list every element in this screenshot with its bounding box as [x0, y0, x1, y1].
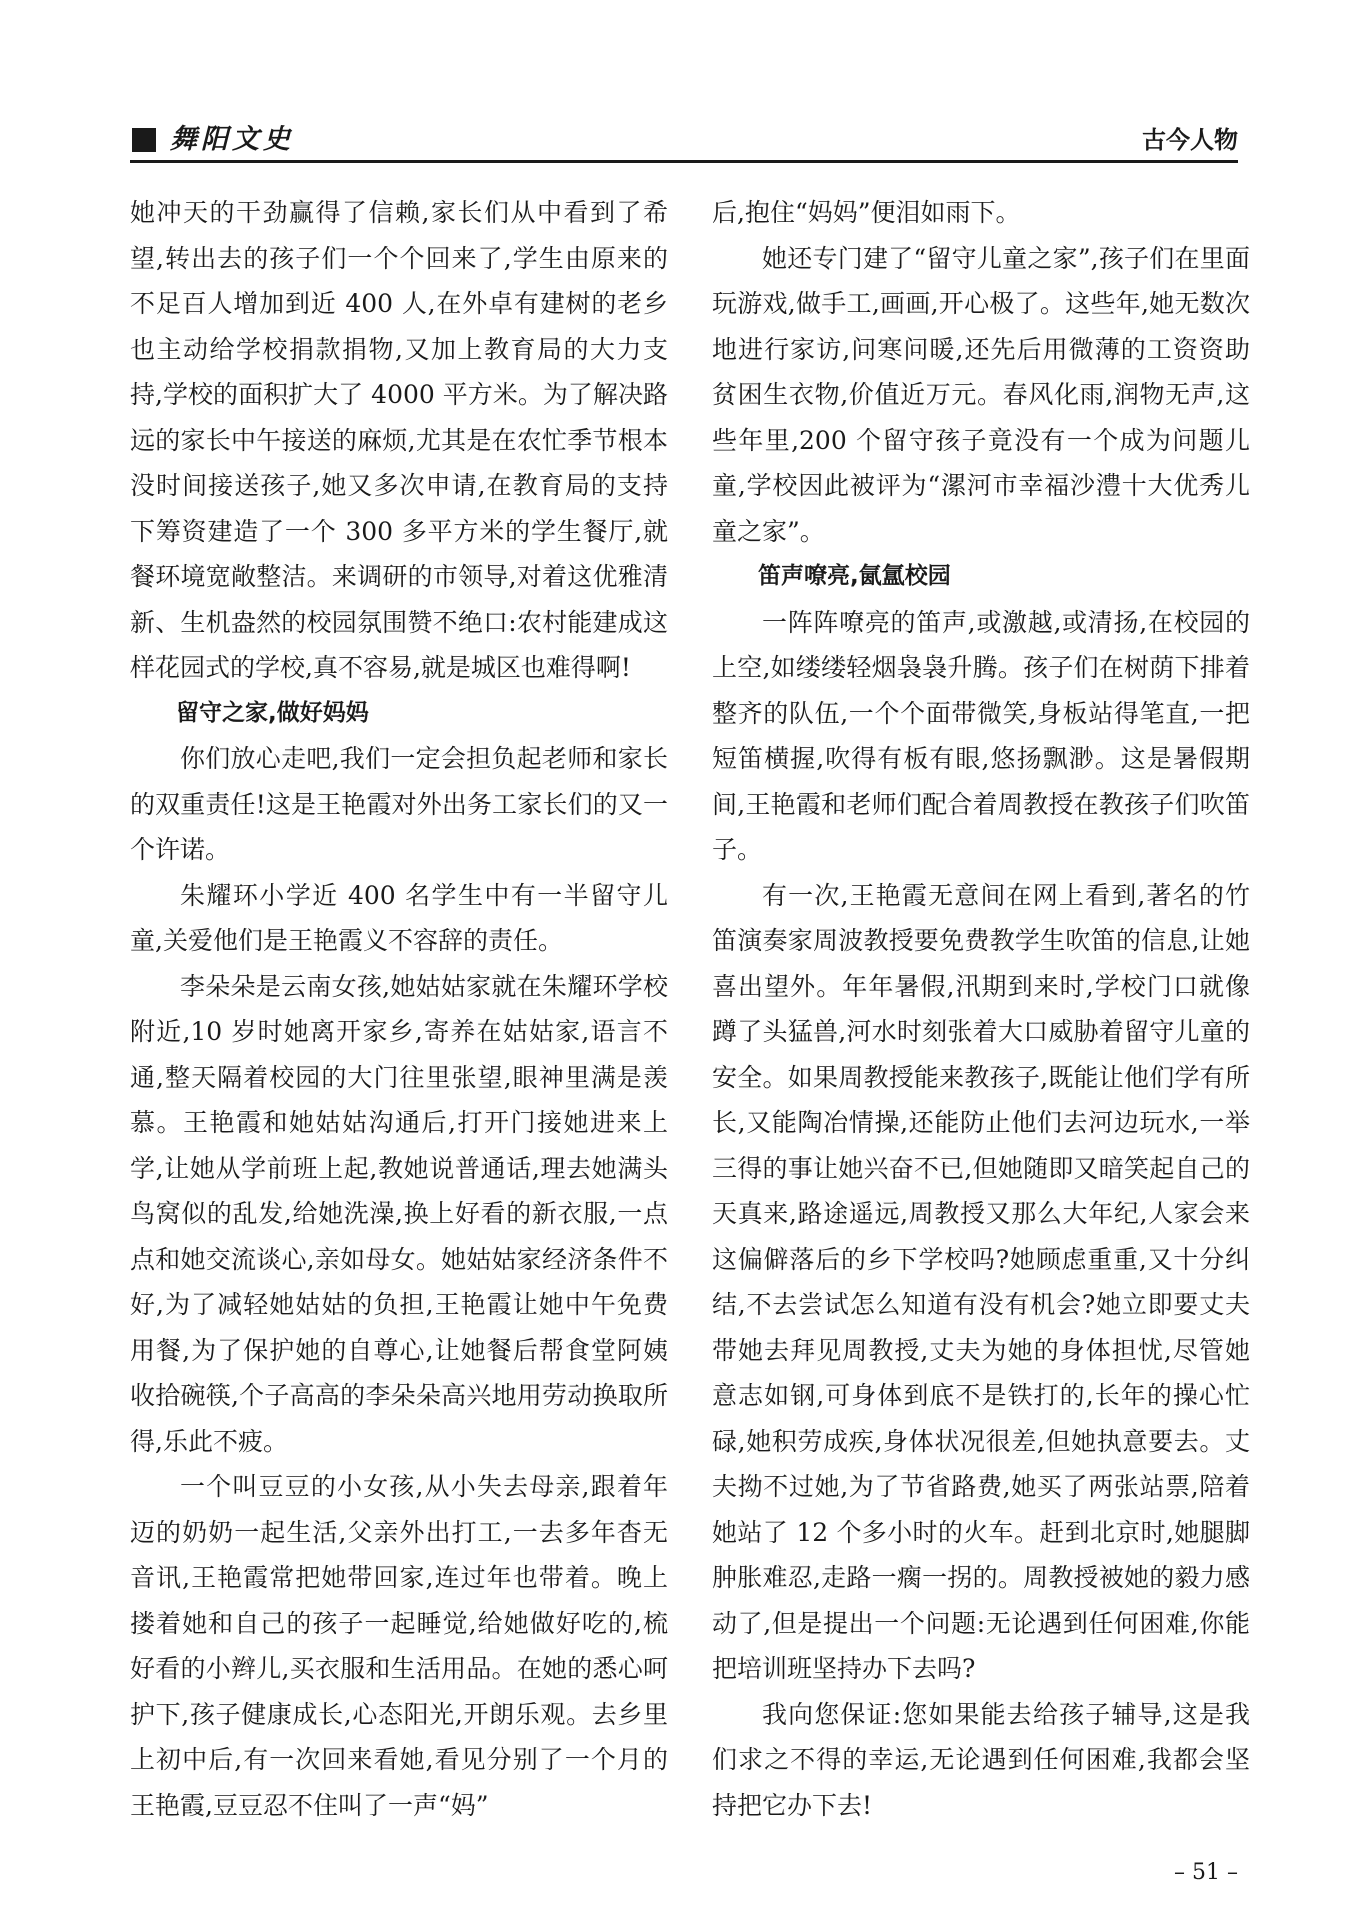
left-column: [130, 190, 668, 1828]
page-header: [130, 122, 1238, 162]
paragraph: 朱耀环小学近 400 名学生中有一半留守儿童,关爱他们是王艳霞义不容辞的责任。: [130, 880, 668, 955]
section-title: 古今人物: [1142, 126, 1238, 154]
page-number: – 51 –: [1174, 1860, 1238, 1885]
paragraph: 她冲天的干劲赢得了信赖,家长们从中看到了希望,转出去的孩子们一个个回来了,学生由原来的不足百人增加到近 400 人,在外卓有建树的老乡也主动给学校捐款捐物,又加上教育局的大力支持,学校的面积扩大了 4000 平方米。为了解决路远的家长中午接送的麻烦,尤其是在农忙季节根本没时间接送孩子,她又多次申请,在教育局的支持下筹资建造了一个 300 多平方米的学生餐厅,就餐环境宽敞整洁。来调研的市领导,对着这优雅清新、生机盎然的校园氛围赞不绝口:农村能建成这样花园式的学校,真不容易,就是城区也难得啊!: [130, 198, 668, 682]
section-heading: 留守之家,做好妈妈: [176, 699, 369, 726]
right-column: [712, 190, 1250, 1828]
paragraph: 你们放心走吧,我们一定会担负起老师和家长的双重责任!这是王艳霞对外出务工家长们的又一个许诺。: [130, 744, 668, 864]
paragraph: 一阵阵嘹亮的笛声,或激越,或清扬,在校园的上空,如缕缕轻烟袅袅升腾。孩子们在树荫下排着整齐的队伍,一个个面带微笑,身板站得笔直,一把短笛横握,吹得有板有眼,悠扬飘渺。这是暑假期间,王艳霞和老师们配合着周教授在教孩子们吹笛子。: [712, 607, 1250, 864]
paragraph: 我向您保证:您如果能去给孩子辅导,这是我们求之不得的幸运,无论遇到任何困难,我都会坚持把它办下去!: [712, 1699, 1250, 1820]
paragraph: 有一次,王艳霞无意间在网上看到,著名的竹笛演奏家周波教授要免费教学生吹笛的信息,让她喜出望外。年年暑假,汛期到来时,学校门口就像蹲了头猛兽,河水时刻张着大口威胁着留守儿童的安全。如果周教授能来教孩子,既能让他们学有所长,又能陶冶情操,还能防止他们去河边玩水,一举三得的事让她兴奋不已,但她随即又暗笑起自己的天真来,路途遥远,周教授又那么大年纪,人家会来这偏僻落后的乡下学校吗?她顾虑重重,又十分纠结,不去尝试怎么知道有没有机会?她立即要丈夫带她去拜见周教授,丈夫为她的身体担忧,尽管她意志如钢,可身体到底不是铁打的,长年的操心忙碌,她积劳成疾,身体状况很差,但她执意要去。丈夫拗不过她,为了节省路费,她买了两张站票,陪着她站了 12 个多小时的火车。赶到北京时,她腿脚肿胀难忍,走路一瘸一拐的。周教授被她的毅力感动了,但是提出一个问题:无论遇到任何困难,你能把培训班坚持办下去吗?: [712, 880, 1250, 1683]
paragraph: 后,抱住“妈妈”便泪如雨下。: [712, 198, 1021, 227]
paragraph: 她还专门建了“留守儿童之家”,孩子们在里面玩游戏,做手工,画画,开心极了。这些年,她无数次地进行家访,问寒问暖,还先后用微薄的工资资助贫困生衣物,价值近万元。春风化雨,润物无声,这些年里,200 个留守孩子竟没有一个成为问题儿童,学校因此被评为“漯河市幸福沙澧十大优秀儿童之家”。: [712, 243, 1250, 546]
paragraph: 一个叫豆豆的小女孩,从小失去母亲,跟着年迈的奶奶一起生活,父亲外出打工,一去多年杳无音讯,王艳霞常把她带回家,连过年也带着。晚上搂着她和自己的孩子一起睡觉,给她做好吃的,梳好看的小辫儿,买衣服和生活用品。在她的悉心呵护下,孩子健康成长,心态阳光,开朗乐观。去乡里上初中后,有一次回来看她,看见分别了一个月的王艳霞,豆豆忍不住叫了一声“妈”: [130, 1472, 668, 1820]
paragraph: 李朵朵是云南女孩,她姑姑家就在朱耀环学校附近,10 岁时她离开家乡,寄养在姑姑家,语言不通,整天隔着校园的大门往里张望,眼神里满是羡慕。王艳霞和她姑姑沟通后,打开门接她进来上学,让她从学前班上起,教她说普通话,理去她满头鸟窝似的乱发,给她洗澡,换上好看的新衣服,一点点和她交流谈心,亲如母女。她姑姑家经济条件不好,为了减轻她姑姑的负担,王艳霞让她中午免费用餐,为了保护她的自尊心,让她餐后帮食堂阿姨收拾碗筷,个子高高的李朵朵高兴地用劳动换取所得,乐此不疲。: [130, 971, 668, 1456]
header-rule: [130, 160, 1238, 163]
section-heading: 笛声嘹亮,氤氲校园: [758, 563, 951, 589]
header-square-mark: [132, 128, 156, 152]
journal-title: 舞阳文史: [170, 124, 294, 155]
